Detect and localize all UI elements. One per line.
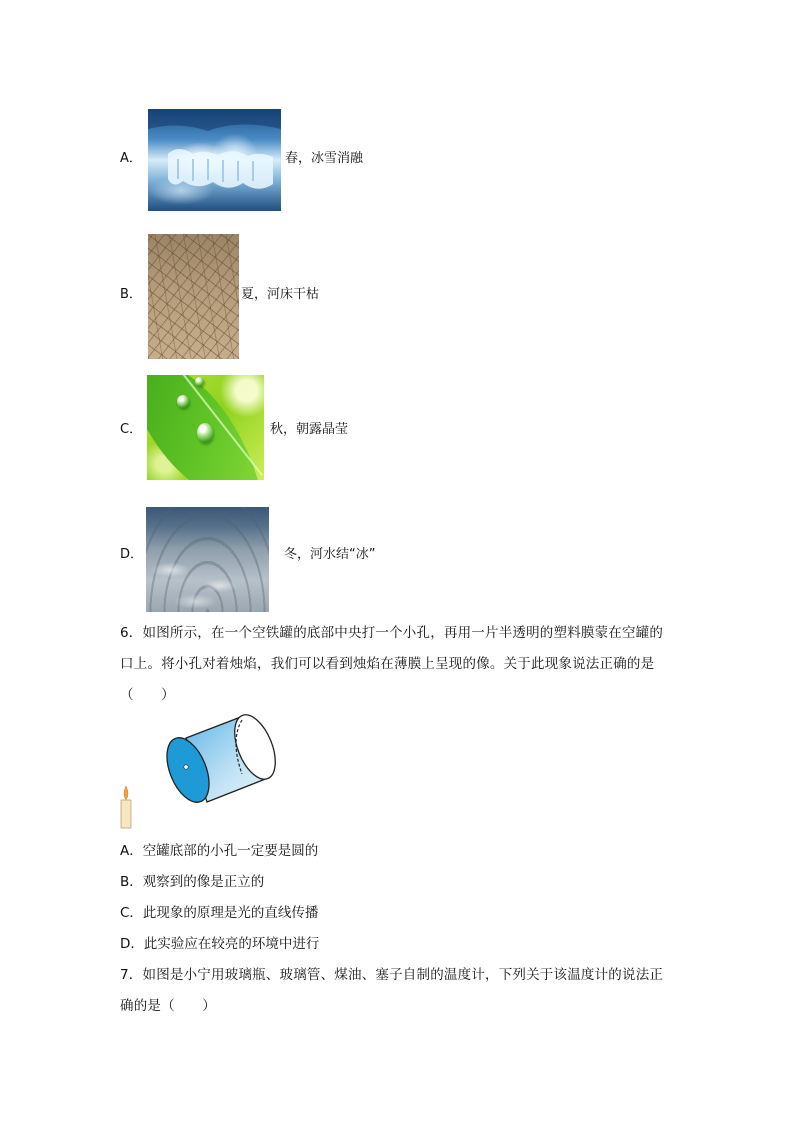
question-6-line-3: （ ） <box>120 687 175 703</box>
option-b-letter: B． <box>120 287 142 302</box>
pinhole-camera-can-icon <box>118 710 278 832</box>
frozen-river-image <box>146 507 269 612</box>
question-6-line-1: 6．如图所示，在一个空铁罐的底部中央打一个小孔，再用一片半透明的塑料膜蒙在空罐的 <box>120 625 664 641</box>
option-c-letter: C． <box>120 422 143 437</box>
dew-leaf-image <box>147 375 264 480</box>
choice-6-c: C．此现象的原理是光的直线传播 <box>120 905 319 921</box>
question-7-line-2: 确的是（ ） <box>120 998 216 1014</box>
choice-6-a: A．空罐底部的小孔一定要是圆的 <box>120 843 319 859</box>
option-a-text: 春，冰雪消融 <box>285 151 364 166</box>
dry-riverbed-image <box>148 234 239 359</box>
question-7-line-1: 7．如图是小宁用玻璃瓶、玻璃管、煤油、塞子自制的温度计，下列关于该温度计的说法正 <box>120 967 664 983</box>
question-6-line-2: 口上。将小孔对着烛焰，我们可以看到烛焰在薄膜上呈现的像。关于此现象说法正确的是 <box>120 656 655 672</box>
choice-6-d: D．此实验应在较亮的环境中进行 <box>120 936 320 952</box>
ice-melting-image <box>148 109 281 211</box>
candle-icon <box>121 786 131 828</box>
choice-6-b: B．观察到的像是正立的 <box>120 874 265 890</box>
option-d-text: 冬，河水结“冰” <box>284 547 376 562</box>
option-d-letter: D． <box>120 547 144 562</box>
option-b-text: 夏，河床干枯 <box>241 287 320 302</box>
option-c-text: 秋，朝露晶莹 <box>270 422 349 437</box>
pinhole-figure <box>118 710 278 832</box>
option-a-letter: A． <box>120 151 142 166</box>
